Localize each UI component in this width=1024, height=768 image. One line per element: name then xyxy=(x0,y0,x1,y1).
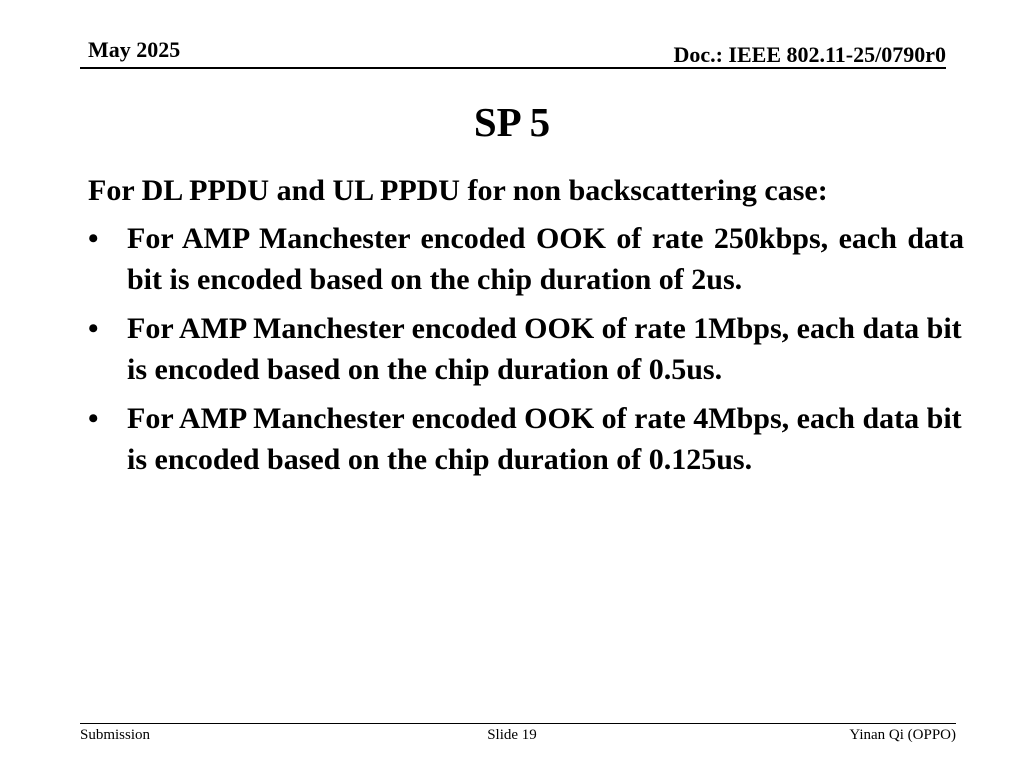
footer-author: Yinan Qi (OPPO) xyxy=(849,727,956,743)
bullet-icon: • xyxy=(88,312,99,345)
header-divider xyxy=(80,67,946,69)
footer-submission: Submission xyxy=(80,727,151,743)
footer-slide-number: Slide 19 xyxy=(487,727,537,743)
bullet-icon: • xyxy=(88,402,99,435)
bullet-item xyxy=(88,218,964,300)
bullet-text: For AMP Manchester encoded OOK of rate 250kbps, each data bit is encoded based on the chip duration of 2us. xyxy=(127,222,964,296)
bullet-text: For AMP Manchester encoded OOK of rate 4Mbps, each data bit is encoded based on the chip duration of 0.125us. xyxy=(127,402,962,476)
bullet-text: For AMP Manchester encoded OOK of rate 1Mbps, each data bit is encoded based on the chip duration of 0.5us. xyxy=(127,312,962,386)
bullet-icon: • xyxy=(88,222,99,255)
intro-text: For DL PPDU and UL PPDU for non backscattering case: xyxy=(88,174,828,207)
bullet-item xyxy=(88,308,964,390)
header-date: May 2025 xyxy=(88,37,181,62)
bullet-list xyxy=(88,218,964,488)
header-doc-id: Doc.: IEEE 802.11-25/0790r0 xyxy=(673,42,946,67)
footer-divider xyxy=(80,723,956,724)
slide-title: SP 5 xyxy=(473,99,551,145)
bullet-item xyxy=(88,398,964,480)
